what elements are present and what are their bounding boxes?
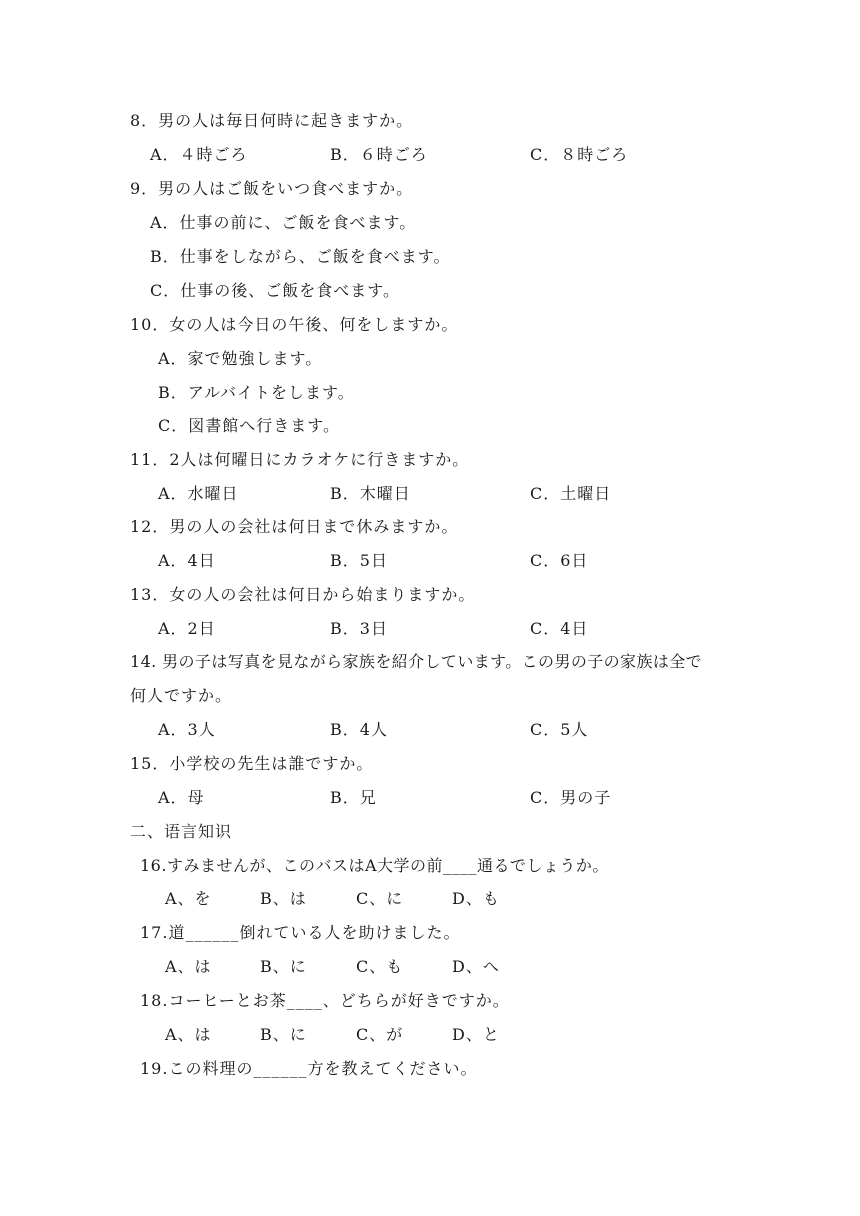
question-15: 15．小学校の先生は誰ですか。 (130, 754, 374, 773)
question-13: 13．女の人の会社は何日から始まりますか。 (130, 585, 476, 604)
option-d: D、へ (452, 957, 500, 976)
option-d: D、と (452, 1025, 500, 1044)
section-heading: 二、语言知识 (130, 822, 233, 841)
question-14-line-2: 何人ですか。 (130, 686, 233, 705)
question-11: 11．2人は何曜日にカラオケに行きますか。 (130, 450, 470, 469)
question-14-line-1: 14. 男の子は写真を見ながら家族を紹介しています。この男の子の家族は全で (130, 652, 703, 671)
option-a: A．水曜日 (158, 484, 239, 503)
option-a: A、は (165, 1025, 212, 1044)
option-b: B、は (260, 889, 307, 908)
option-c: C．土曜日 (530, 484, 612, 503)
question-9: 9．男の人はご飯をいつ食べますか。 (130, 179, 414, 198)
option-b: B．5日 (330, 551, 388, 570)
option-d: D、も (452, 889, 500, 908)
question-12: 12．男の人の会社は何日まで休みますか。 (130, 517, 459, 536)
question-19: 19.この料理の______方を教えてください。 (140, 1059, 478, 1078)
option-c: C．男の子 (530, 788, 612, 807)
option-b: B．仕事をしながら、ご飯を食べます。 (150, 247, 451, 266)
option-a: A．3人 (158, 720, 216, 739)
option-a: A．家で勉強します。 (158, 349, 323, 368)
question-16: 16.すみませんが、このバスはA大学の前____通るでしょうか。 (140, 856, 609, 875)
option-c: C、に (356, 889, 404, 908)
option-a: A、を (165, 889, 212, 908)
option-c: C．4日 (530, 619, 589, 638)
option-a: A．４時ごろ (150, 145, 248, 164)
option-c: C．仕事の後、ご飯を食べます。 (150, 281, 400, 300)
option-c: C．6日 (530, 551, 589, 570)
option-a: A．母 (158, 788, 205, 807)
option-a: A．仕事の前に、ご飯を食べます。 (150, 213, 417, 232)
option-c: C、が (356, 1025, 404, 1044)
option-b: B．６時ごろ (330, 145, 428, 164)
option-a: A．4日 (158, 551, 216, 570)
question-10: 10．女の人は今日の午後、何をしますか。 (130, 315, 459, 334)
option-a: A．2日 (158, 619, 216, 638)
question-8: 8．男の人は毎日何時に起きますか。 (130, 111, 414, 130)
option-c: C．図書館へ行きます。 (158, 416, 340, 435)
question-18: 18.コーヒーとお茶____、どちらが好きですか。 (140, 991, 510, 1010)
option-c: C．８時ごろ (530, 145, 629, 164)
option-b: B、に (260, 1025, 307, 1044)
option-a: A、は (165, 957, 212, 976)
option-c: C．5人 (530, 720, 589, 739)
option-b: B．木曜日 (330, 484, 411, 503)
question-17: 17.道______倒れている人を助けました。 (140, 923, 461, 942)
option-b: B．兄 (330, 788, 377, 807)
option-b: B．アルバイトをします。 (158, 383, 355, 402)
option-b: B、に (260, 957, 307, 976)
option-b: B．3日 (330, 619, 388, 638)
option-b: B．4人 (330, 720, 388, 739)
option-c: C、も (356, 957, 404, 976)
